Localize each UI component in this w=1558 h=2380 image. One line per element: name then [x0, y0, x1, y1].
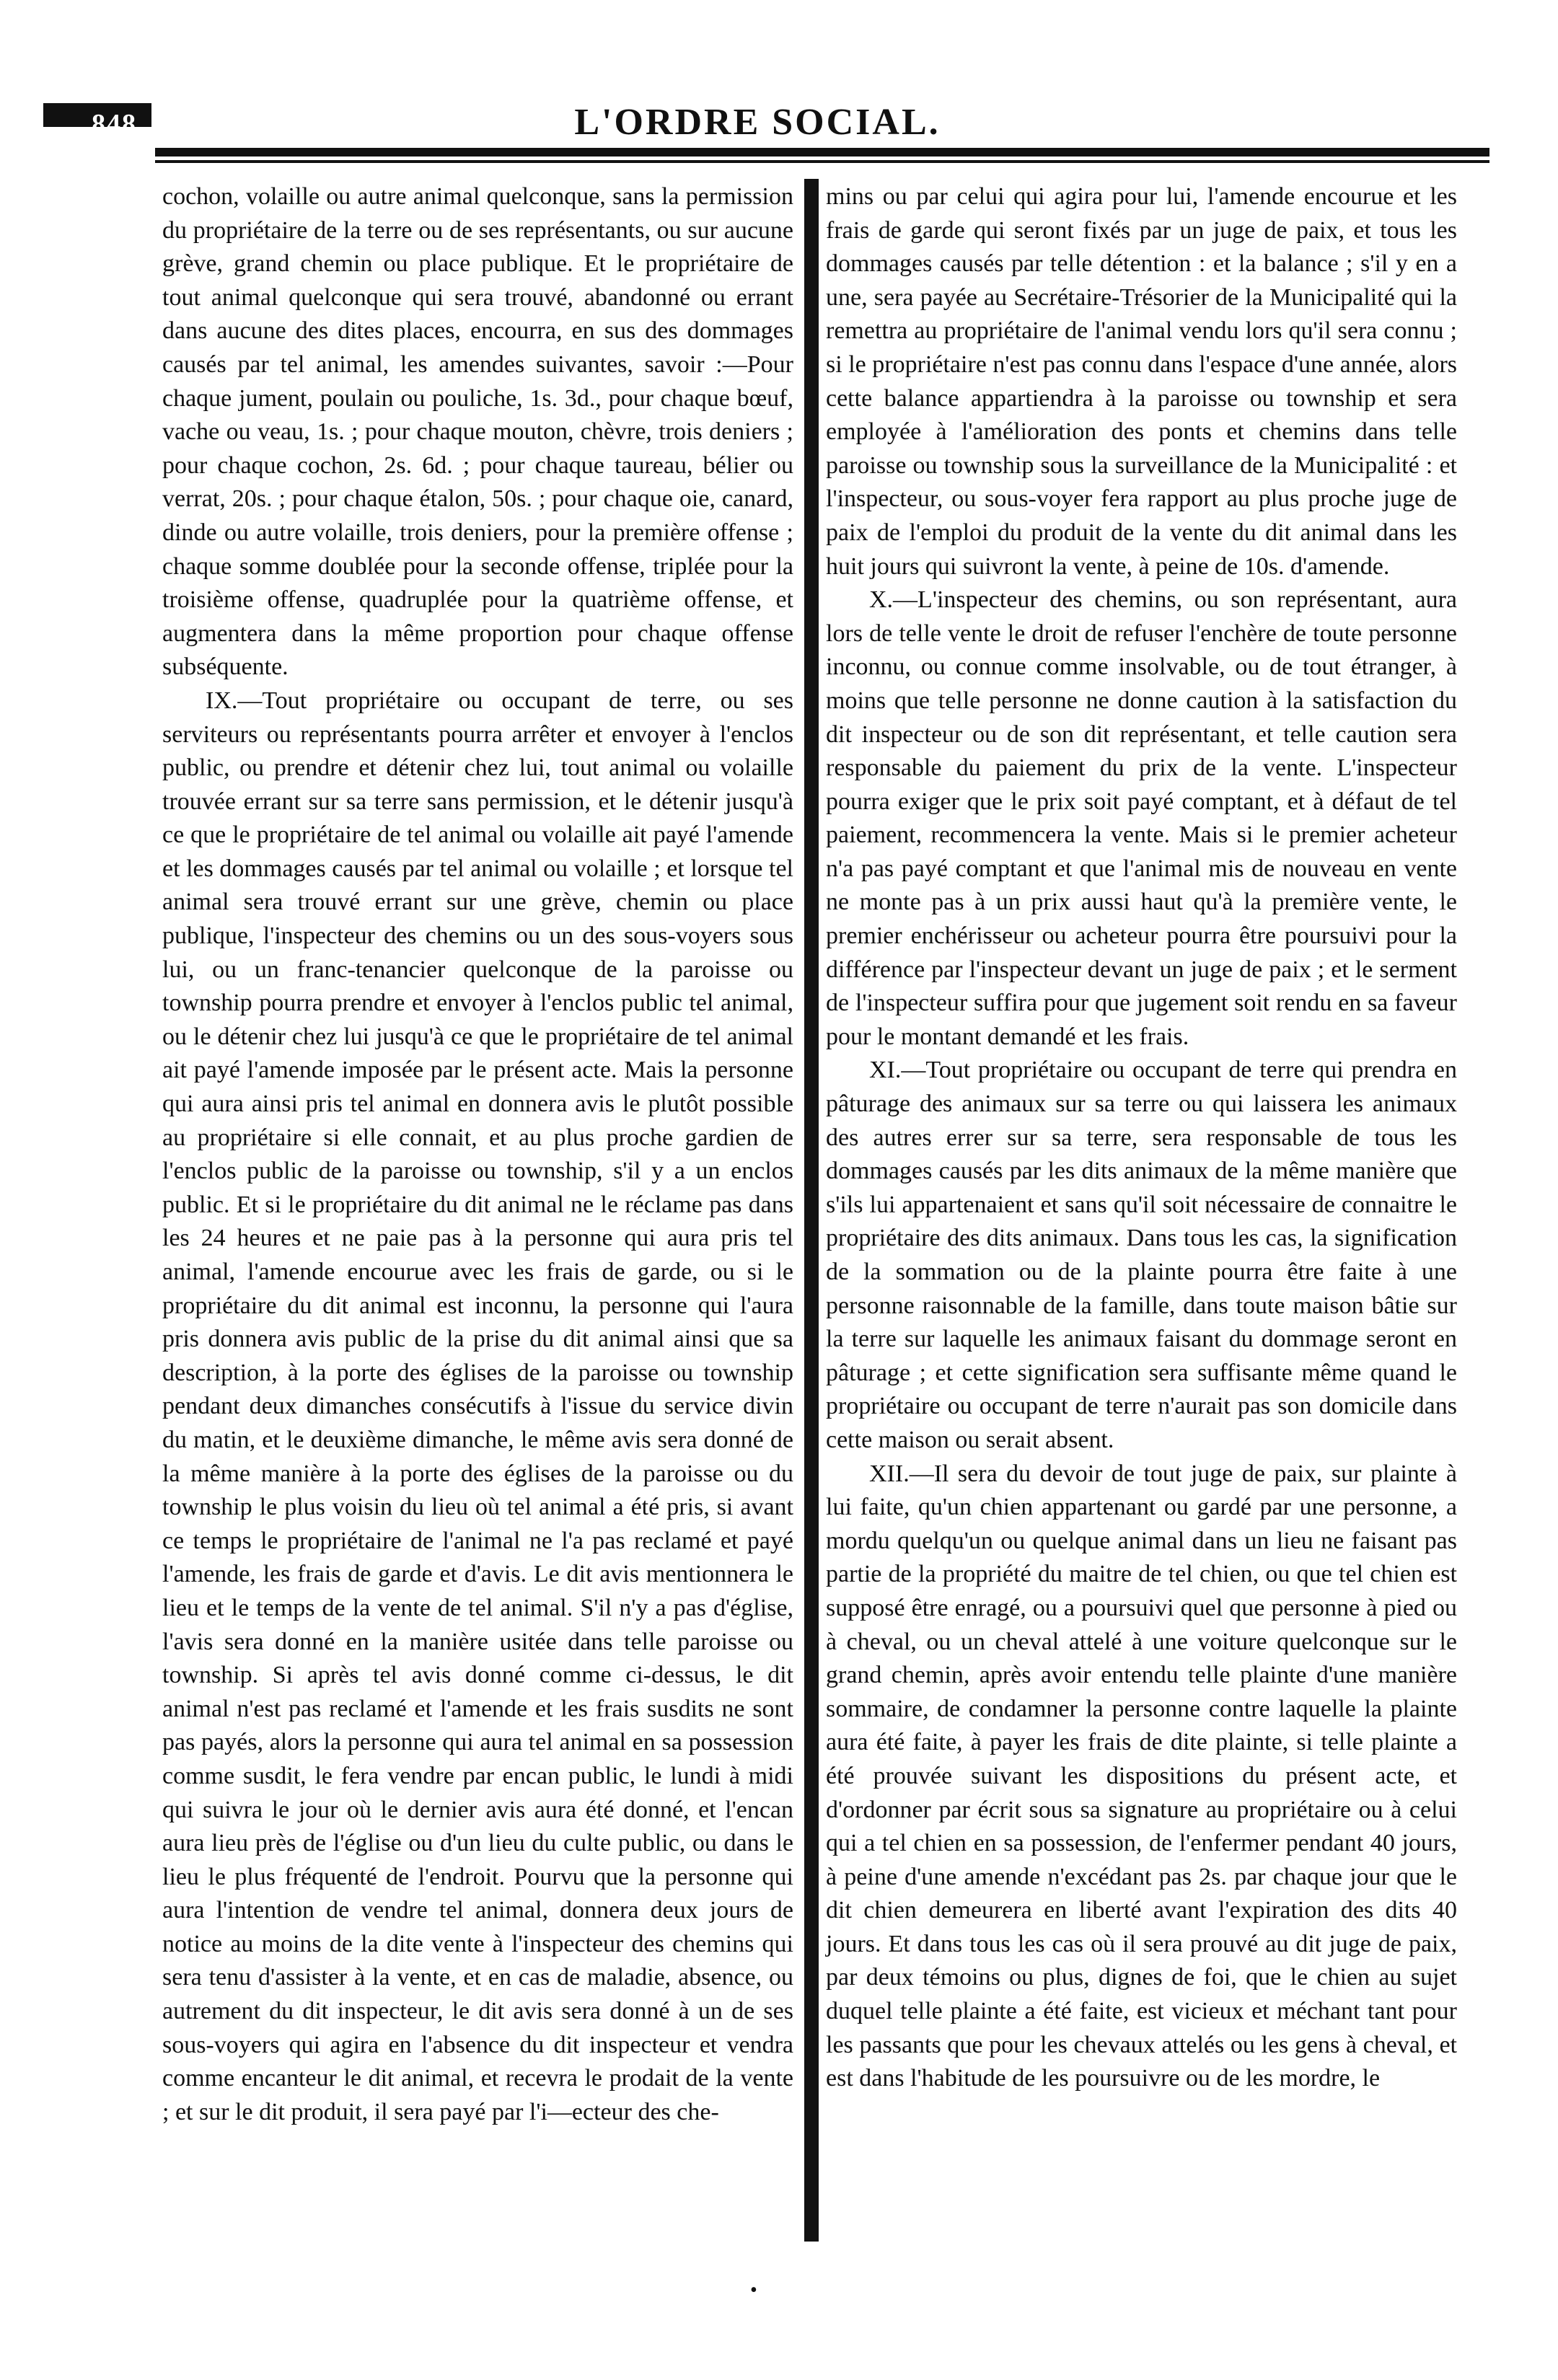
- right-column: [826, 180, 1457, 2096]
- left-paragraph-continuation: cochon, volaille ou autre animal quelconque, sans la permission du propriétaire de la terre ou de ses représentants, ou sur aucune grève, grand chemin ou place publique. Et le propriétaire de tout animal quelconque qui sera trouvé, abandonné ou errant dans aucune des dites places, encourra, en sus des dommages causés par tel animal, les amendes suivantes, savoir :—Pour chaque jument, poulain ou pouliche, 1s. 3d., pour chaque bœuf, vache ou veau, 1s. ; pour chaque mouton, chèvre, trois deniers ; pour chaque cochon, 2s. 6d. ; pour chaque taureau, bélier ou verrat, 20s. ; pour chaque étalon, 50s. ; pour chaque oie, canard, dinde ou autre volaille, trois deniers, pour la première offense ; chaque somme doublée pour la seconde offense, triplée pour la troisième offense, quadruplée pour la quatrième offense, et augmentera dans la même proportion pour chaque offense subséquente.: [162, 183, 793, 681]
- left-column: [162, 180, 793, 2129]
- left-paragraph-article-ix: IX.—Tout propriétaire ou occupant de terre, ou ses serviteurs ou représentants pourra arrêter et envoyer à l'enclos public, ou prendre et détenir chez lui, tout animal ou volaille trouvée errant sur sa terre sans permission, et le détenir jusqu'à ce que le propriétaire de tel animal ou volaille ait payé l'amende et les dommages causés par tel animal ou volaille ; et lorsque tel animal sera trouvé errant sur une grève, chemin ou place publique, l'inspecteur des chemins ou un des sous-voyers sous lui, ou un franc-tenancier quelconque de la paroisse ou township pourra prendre et envoyer à l'enclos public tel animal, ou le détenir chez lui jusqu'à ce que le propriétaire de tel animal ait payé l'amende imposée par le présent acte. Mais la personne qui aura ainsi pris tel animal en donnera avis le plutôt possible au propriétaire si elle connait, et au plus proche gardien de l'enclos public de la paroisse ou township, s'il y a un enclos public. Et si le propriétaire du dit animal ne le réclame pas dans les 24 heures et ne paie pas à la personne qui aura pris tel animal, l'amende encourue avec les frais de garde, ou si le propriétaire du dit animal est inconnu, la personne qui l'aura pris donnera avis public de la prise du dit animal ainsi que sa description, à la porte des églises de la paroisse ou township pendant deux dimanches consécutifs à l'issue du service divin du matin, et le deuxième dimanche, le même avis sera donné de la même manière à la porte des églises de la paroisse ou du township le plus voisin du lieu où tel animal a été pris, si avant ce temps le propriétaire de l'animal ne l'a pas reclamé et payé l'amende, les frais de garde et d'avis. Le dit avis mentionnera le lieu et le temps de la vente de tel animal. S'il n'y a pas d'église, l'avis sera donné en la manière usitée dans telle paroisse ou township. Si après tel avis donné comme ci-dessus, le dit animal n'est pas reclamé et l'amende et les frais susdits ne sont pas payés, alors la personne qui aura tel animal en sa possession comme susdit, le fera vendre par encan public, le lundi à midi qui suivra le jour où le dernier avis aura été donné, et l'encan aura lieu près de l'église ou d'un lieu du culte public, ou dans le lieu le plus fréquenté de l'endroit. Pourvu que la personne qui aura l'intention de vendre tel animal, donnera deux jours de notice au moins de la dite vente à l'inspecteur des chemins qui sera tenu d'assister à la vente, et en cas de maladie, absence, ou autrement du dit inspecteur, le dit avis sera donné à un de ses sous-voyers qui agira en l'absence du dit inspecteur et vendra comme encanteur le dit animal, et recevra le prodait de la vente ; et sur le dit produit, il sera payé par l'i—ecteur des che-: [162, 687, 793, 2125]
- right-paragraph-article-xi: XI.—Tout propriétaire ou occupant de terre qui prendra en pâturage des animaux sur sa terre ou qui laissera les animaux des autres errer sur sa terre, sera responsable de tous les dommages causés par les dits animaux de la même manière que s'ils lui appartenaient et sans qu'il soit nécessaire de connaitre le propriétaire des dits animaux. Dans tous les cas, la signification de la sommation ou de la plainte pourra être faite à une personne raisonnable de la famille, dans toute maison bâtie sur la terre sur laquelle les animaux faisant du dommage seront en pâturage ; et cette signification sera suffisante même quand le propriétaire ou occupant de terre n'aurait pas son domicile dans cette maison ou serait absent.: [826, 1057, 1457, 1453]
- column-divider: [804, 179, 819, 2242]
- page-title: L'ORDRE SOCIAL.: [574, 102, 941, 143]
- right-paragraph-continuation: mins ou par celui qui agira pour lui, l'amende encourue et les frais de garde qui seront fixés par un juge de paix, et tous les dommages causés par telle détention : et la balance ; s'il y en a une, sera payée au Secrétaire-Trésorier de la Municipalité qui la remettra au propriétaire de l'animal vendu lors qu'il sera connu ; si le propriétaire n'est pas connu dans l'espace d'une année, alors cette balance appartiendra à la paroisse ou township et sera employée à l'amélioration des ponts et chemins dans telle paroisse ou township sous la surveillance de la Municipalité : et l'inspecteur, ou sous-voyer fera rapport au plus proche juge de paix de l'emploi du produit de la vente du dit animal dans les huit jours qui suivront la vente, à peine de 10s. d'amende.: [826, 183, 1457, 580]
- right-paragraph-article-x: X.—L'inspecteur des chemins, ou son représentant, aura lors de telle vente le droit de refuser l'enchère de toute personne inconnu, ou connue comme insolvable, ou de tout étranger, à moins que telle personne ne donne caution à la satisfaction du dit inspecteur ou de son dit représentant, et telle caution sera responsable du paiement du prix de la vente. L'inspecteur pourra exiger que le prix soit payé comptant, et à défaut de tel paiement, recommencera la vente. Mais si le premier acheteur n'a pas payé comptant et que l'animal mis de nouveau en vente ne monte pas à un prix aussi haut qu'à la première vente, le premier enchérisseur ou acheteur pourra être poursuivi pour la différence par l'inspecteur devant un juge de paix ; et le serment de l'inspecteur suffira pour que jugement soit rendu en sa faveur pour le montant demandé et les frais.: [826, 586, 1457, 1050]
- header-rule-thin: [155, 160, 1489, 163]
- header-rule-thick: [155, 148, 1489, 157]
- page-number: 848: [92, 109, 137, 139]
- right-paragraph-article-xii: XII.—Il sera du devoir de tout juge de paix, sur plainte à lui faite, qu'un chien appartenant ou gardé par une personne, a mordu quelqu'un ou quelque animal dans un lieu ne faisant pas partie de la propriété du maitre de tel chien, ou que tel chien est supposé être enragé, ou a poursuivi quel que personne à pied ou à cheval, ou un cheval attelé à une voiture quelconque sur le grand chemin, après avoir entendu telle plainte d'une manière sommaire, de condamner la personne contre laquelle la plainte aura été faite, à payer les frais de dite plainte, si telle plainte a été prouvée suivant les dispositions du présent acte, et d'ordonner par écrit sous sa signature au propriétaire ou à celui qui a tel chien en sa possession, de l'enfermer pendant 40 jours, à peine d'une amende n'excédant pas 2s. par chaque jour que le dit chien demeurera en liberté avant l'expiration des dits 40 jours. Et dans tous les cas où il sera prouvé au dit juge de paix, par deux témoins ou plus, dignes de foi, que le chien au sujet duquel telle plainte a été faite, est vicieux et méchant tant pour les passants que pour les chevaux attelés ou les gens à cheval, et est dans l'habitude de les poursuivre ou de les mordre, le: [826, 1460, 1457, 2092]
- footer-mark: •: [750, 2279, 757, 2301]
